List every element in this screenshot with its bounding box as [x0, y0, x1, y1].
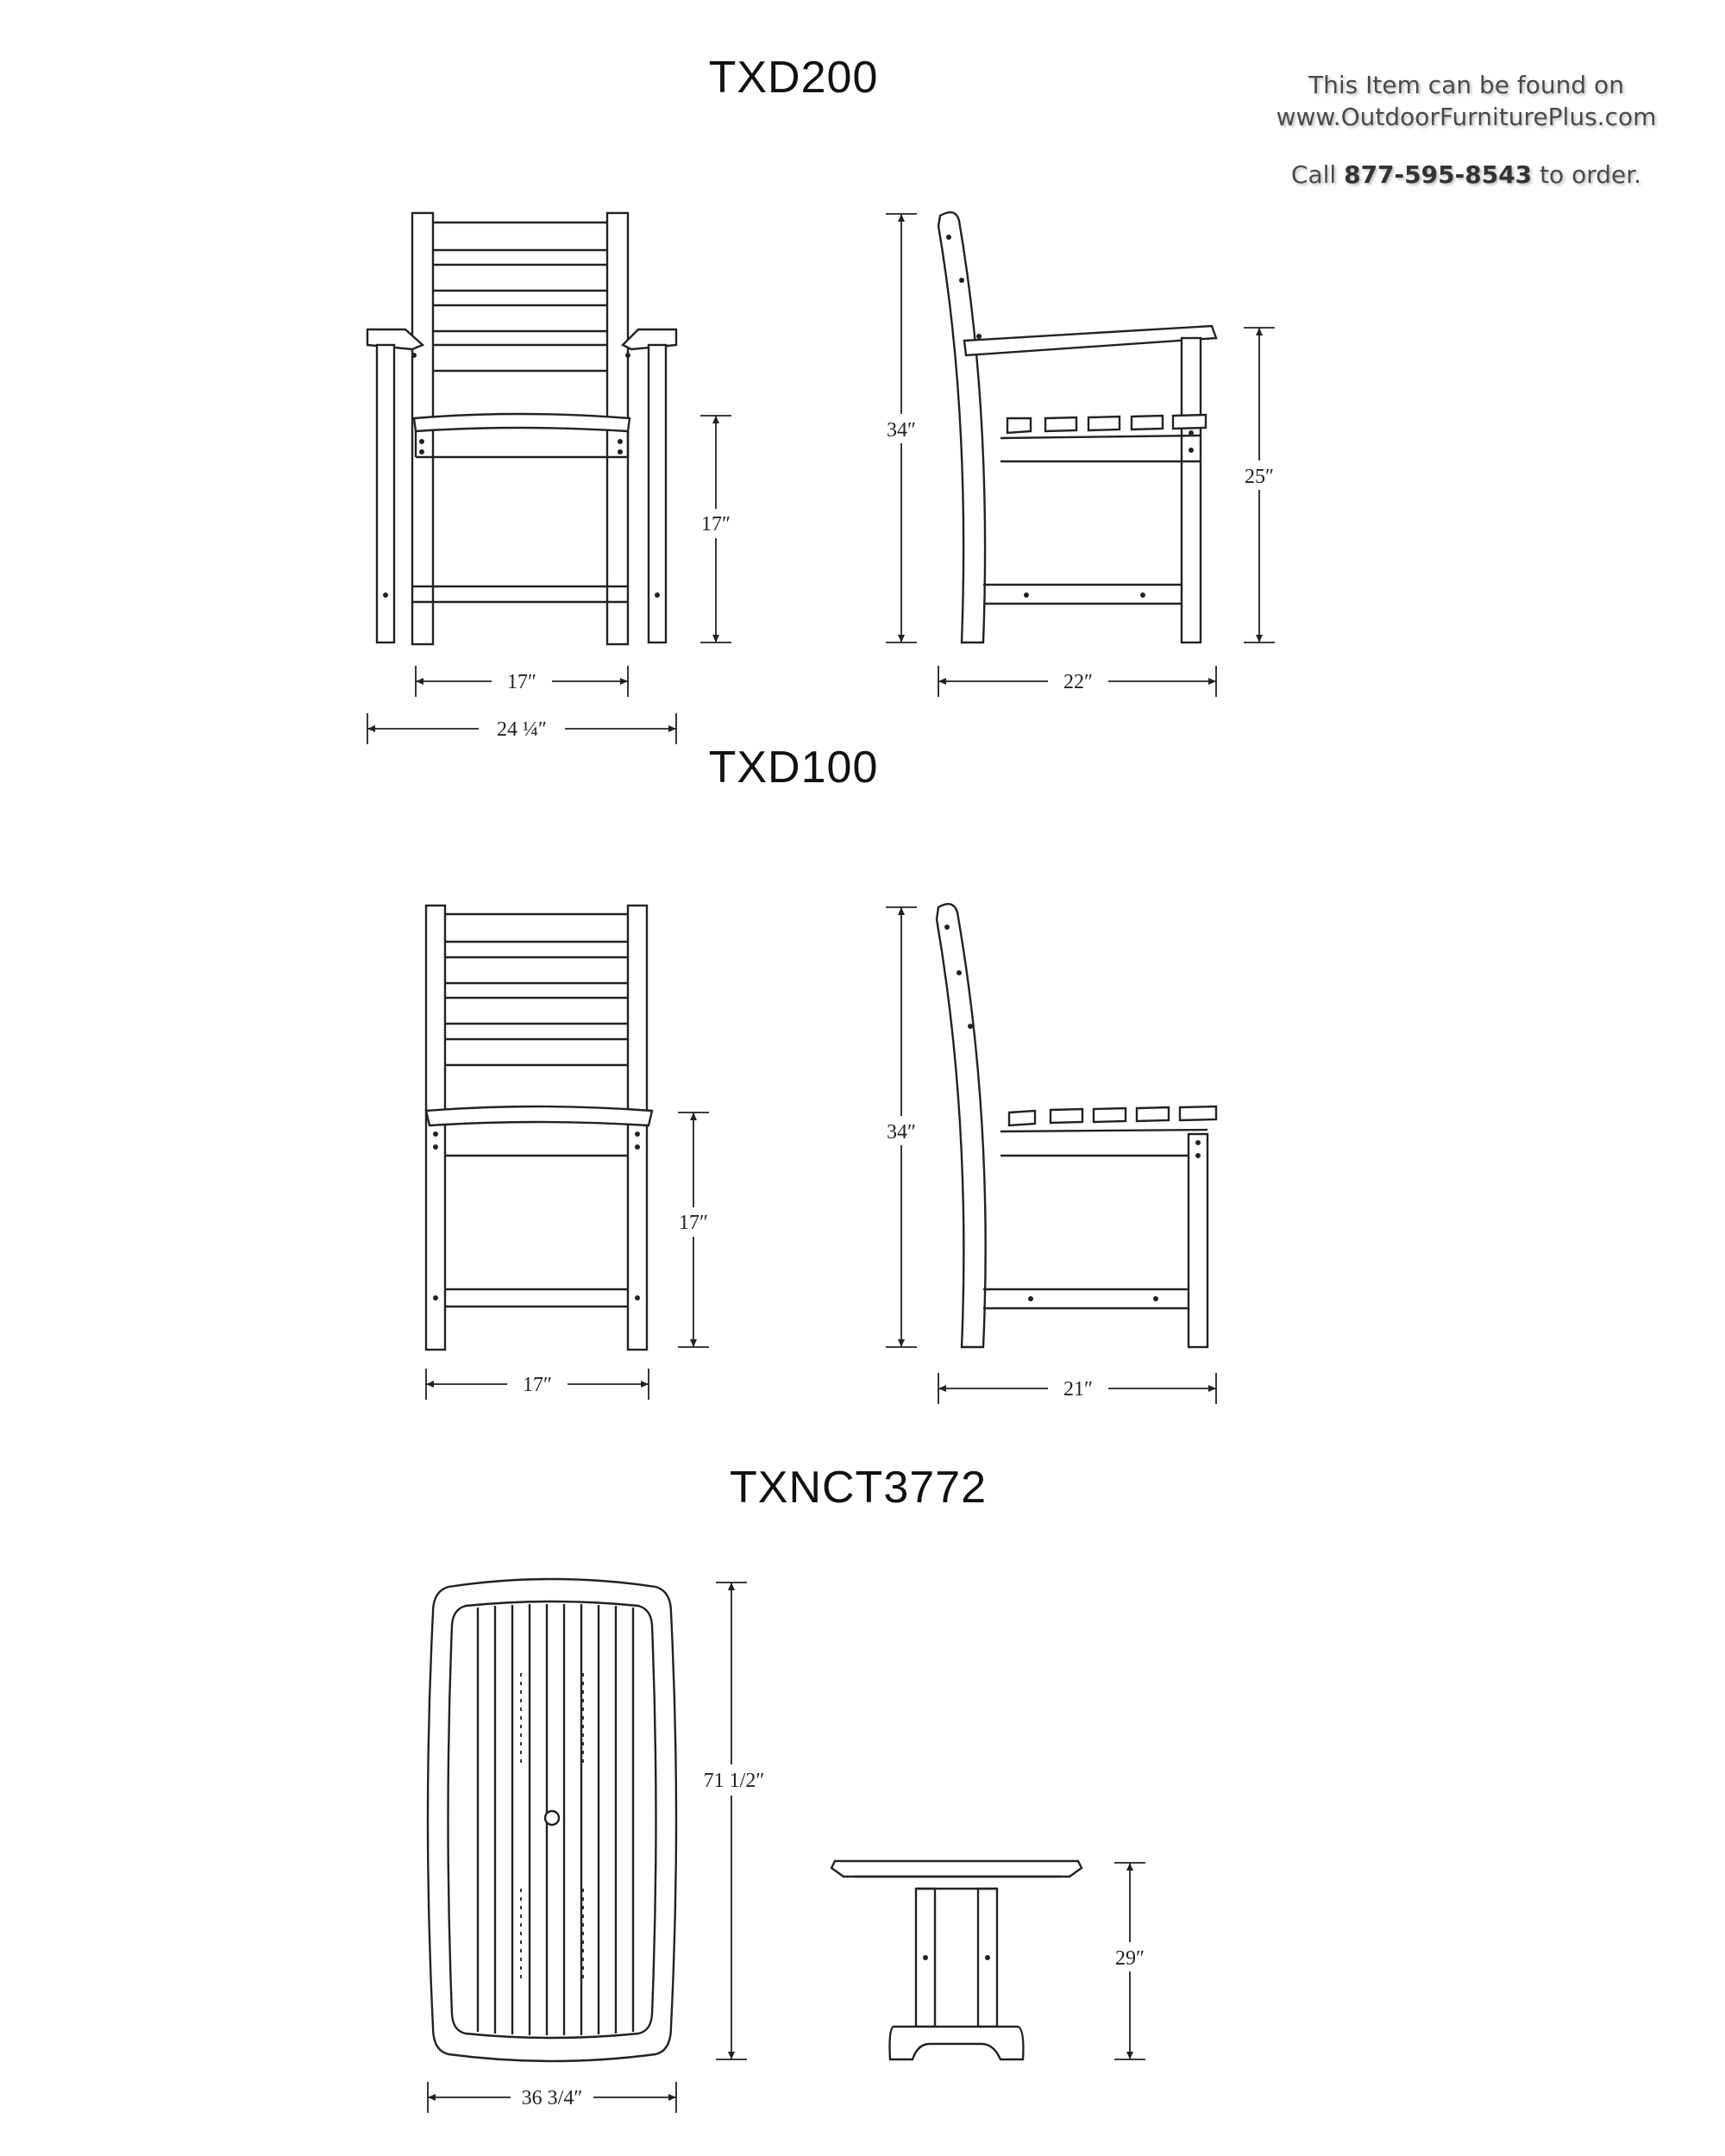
txd200-depth-label: 22″	[1063, 671, 1093, 693]
txd100-side-view	[937, 904, 1216, 1347]
txd200-side-dims	[875, 214, 1285, 697]
txd200-overall-width-label: 24 ¼″	[497, 718, 547, 741]
txd100-title: TXD100	[708, 743, 879, 793]
info-call-suffix: to order.	[1532, 160, 1642, 189]
table-side-view	[831, 1861, 1082, 2059]
txd200-side-view	[938, 212, 1216, 642]
table-top-view	[428, 1579, 676, 2061]
table-length-label: 71 1/2″	[703, 1770, 765, 1792]
table-side-dims	[1104, 1863, 1156, 2059]
txd100-front-view	[426, 906, 652, 1350]
info-call-prefix: Call	[1290, 160, 1345, 189]
info-phone[interactable]: 877-595-8543	[1344, 160, 1533, 189]
txd100-height-label: 34″	[887, 1121, 916, 1144]
info-line-1: This Item can be found on	[1308, 71, 1624, 99]
table-height-label: 29″	[1115, 1947, 1145, 1970]
txd200-front-view	[367, 213, 676, 644]
txd200-seat-width-label: 17″	[507, 671, 536, 693]
txd200-arm-height-label: 25″	[1245, 466, 1274, 488]
txd100-seat-width-label: 17″	[523, 1374, 552, 1396]
txd100-depth-label: 21″	[1063, 1378, 1093, 1401]
table-title: TXNCT3772	[730, 1463, 987, 1513]
txd100-seat-height-label: 17″	[679, 1212, 708, 1234]
txd200-seat-height-label: 17″	[701, 513, 731, 536]
txd200-title: TXD200	[708, 53, 879, 103]
table-width-label: 36 3/4″	[521, 2087, 583, 2109]
info-website[interactable]: www.OutdoorFurniturePlus.com	[1276, 103, 1657, 131]
txd200-height-label: 34″	[887, 419, 916, 442]
